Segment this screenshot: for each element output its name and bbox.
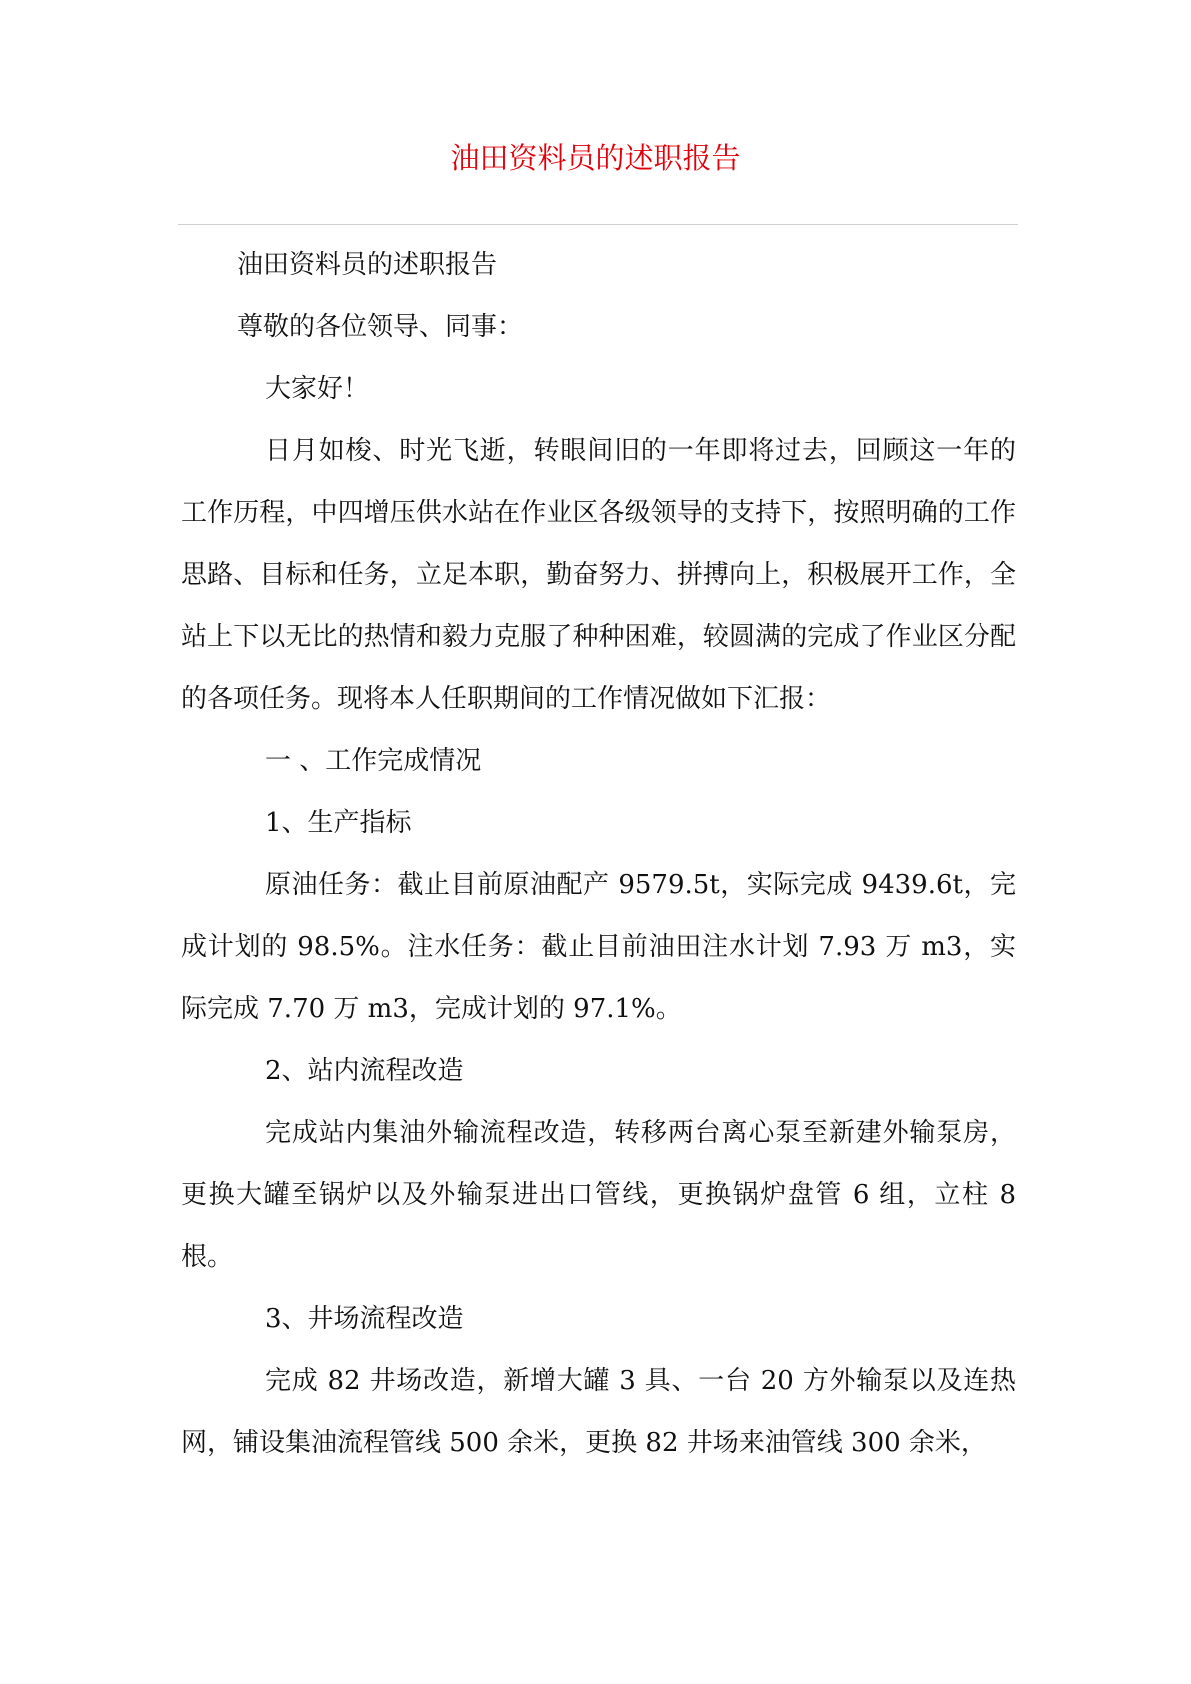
document-body: [181, 234, 1016, 1474]
wellsite-process-paragraph: 完成 82 井场改造，新增大罐 3 具、一台 20 方外输泵以及连热网，铺设集油流程管线 500 余米，更换 82 井场来油管线 300 余米，: [181, 1366, 1016, 1458]
subheading-station-process: 2、站内流程改造: [265, 1056, 464, 1086]
subheading-wellsite-process: 3、井场流程改造: [265, 1304, 464, 1334]
production-targets-paragraph: 原油任务：截止目前原油配产 9579.5t，实际完成 9439.6t，完成计划的 98.5%。注水任务：截止目前油田注水计划 7.93 万 m3，实际完成 7.70 万 m3，完成计划的 97.1%。: [181, 870, 1016, 1024]
document-title: 油田资料员的述职报告: [450, 141, 741, 175]
section-heading-work-completion: 一 、工作完成情况: [265, 746, 482, 776]
body-heading: 油田资料员的述职报告: [237, 250, 498, 280]
station-process-paragraph: 完成站内集油外输流程改造，转移两台离心泵至新建外输泵房，更换大罐至锅炉以及外输泵进出口管线，更换锅炉盘管 6 组，立柱 8 根。: [181, 1118, 1016, 1272]
greeting: 大家好！: [265, 374, 370, 404]
title-divider: [178, 224, 1018, 225]
salutation: 尊敬的各位领导、同事：: [237, 312, 524, 342]
intro-paragraph: 日月如梭、时光飞逝，转眼间旧的一年即将过去，回顾这一年的工作历程，中四增压供水站在作业区各级领导的支持下，按照明确的工作思路、目标和任务，立足本职，勤奋努力、拼搏向上，积极展开工作，全站上下以无比的热情和毅力克服了种种困难，较圆满的完成了作业区分配的各项任务。现将本人任职期间的工作情况做如下汇报：: [181, 436, 1016, 714]
subheading-production-targets: 1、生产指标: [265, 808, 412, 838]
